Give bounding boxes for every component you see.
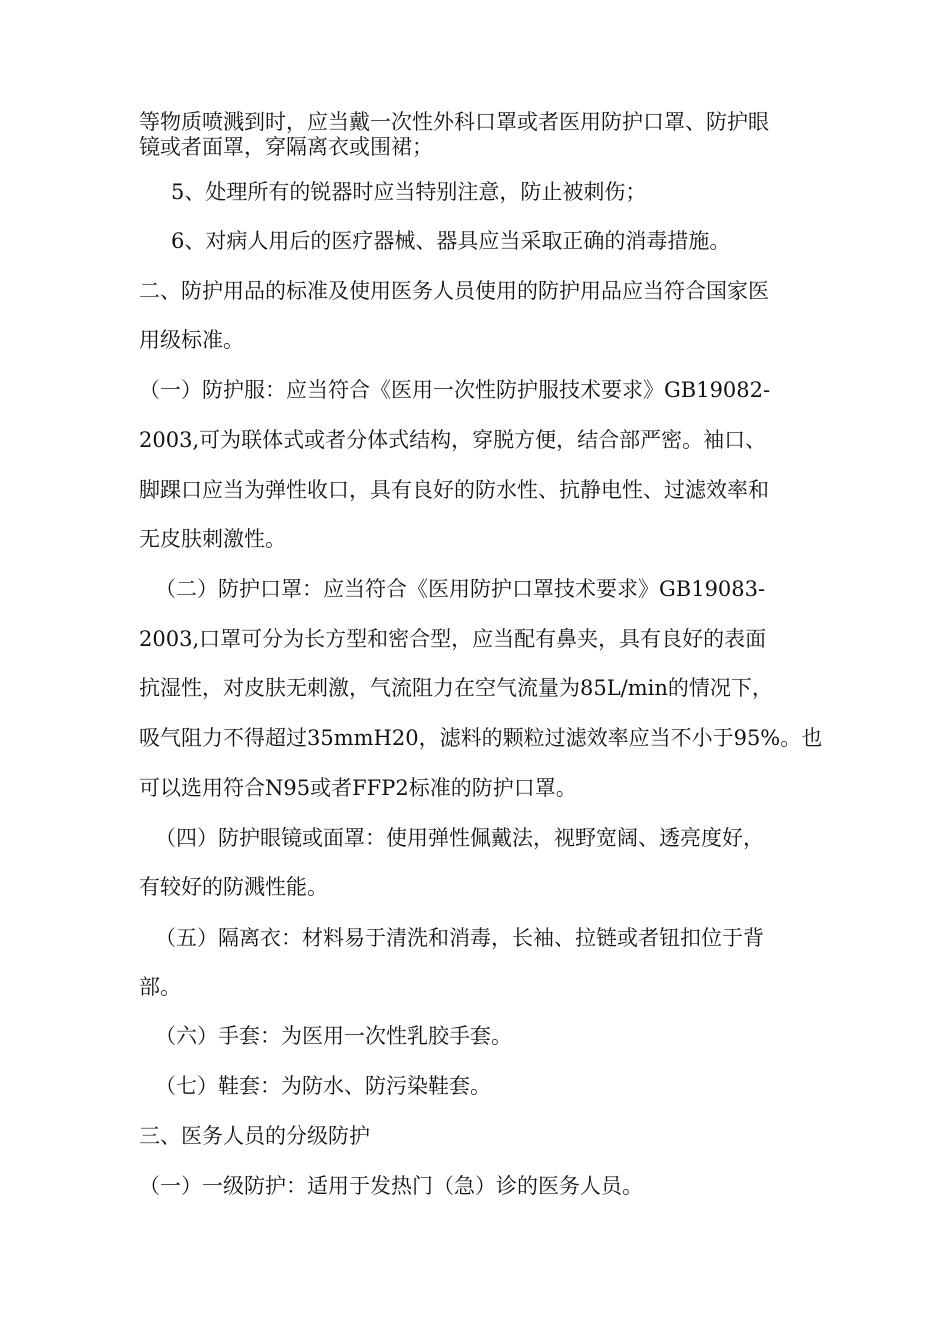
text-line: 用级标准。	[139, 328, 244, 352]
text-line: 镜或者面罩，穿隔离衣或围裙；	[139, 135, 433, 159]
text-line: （一）防护服：应当符合《医用一次性防护服技术要求》GB19082-	[139, 378, 771, 402]
text-line: 抗湿性，对皮肤无刺激，气流阻力在空气流量为85L/min的情况下，	[139, 676, 773, 700]
text-line: （二）防护口罩：应当符合《医用防护口罩技术要求》GB19083-	[155, 577, 766, 601]
text-line: 等物质喷溅到时，应当戴一次性外科口罩或者医用防护口罩、防护眼	[139, 110, 769, 134]
text-line: 部。	[139, 975, 181, 999]
text-line: （五）隔离衣：材料易于清洗和消毒，长袖、拉链或者钮扣位于背	[155, 926, 764, 950]
text-line: 吸气阻力不得超过35mmH20，滤料的颗粒过滤效率应当不小于95%。也	[139, 726, 823, 750]
text-line: 6、对病人用后的医疗器械、器具应当采取正确的消毒措施。	[171, 229, 731, 253]
text-line: 5、处理所有的锐器时应当特别注意，防止被刺伤；	[171, 180, 647, 204]
text-line: （一）一级防护：适用于发热门（急）诊的医务人员。	[139, 1174, 643, 1198]
text-line: 有较好的防溅性能。	[139, 875, 328, 899]
section-heading: 二、防护用品的标准及使用医务人员使用的防护用品应当符合国家医	[139, 279, 769, 303]
section-heading: 三、医务人员的分级防护	[139, 1124, 370, 1148]
text-line: （四）防护眼镜或面罩：使用弹性佩戴法，视野宽阔、透亮度好，	[155, 826, 764, 850]
text-line: 可以选用符合N95或者FFP2标准的防护口罩。	[139, 776, 577, 800]
text-line: 2003,可为联体式或者分体式结构，穿脱方便，结合部严密。袖口、	[139, 428, 767, 452]
text-line: 2003,口罩可分为长方型和密合型，应当配有鼻夹，具有良好的表面	[139, 627, 767, 651]
text-line: 无皮肤刺激性。	[139, 527, 286, 551]
text-line: （六）手套：为医用一次性乳胶手套。	[155, 1024, 512, 1048]
text-line: 脚踝口应当为弹性收口，具有良好的防水性、抗静电性、过滤效率和	[139, 478, 769, 502]
text-line: （七）鞋套：为防水、防污染鞋套。	[155, 1074, 491, 1098]
